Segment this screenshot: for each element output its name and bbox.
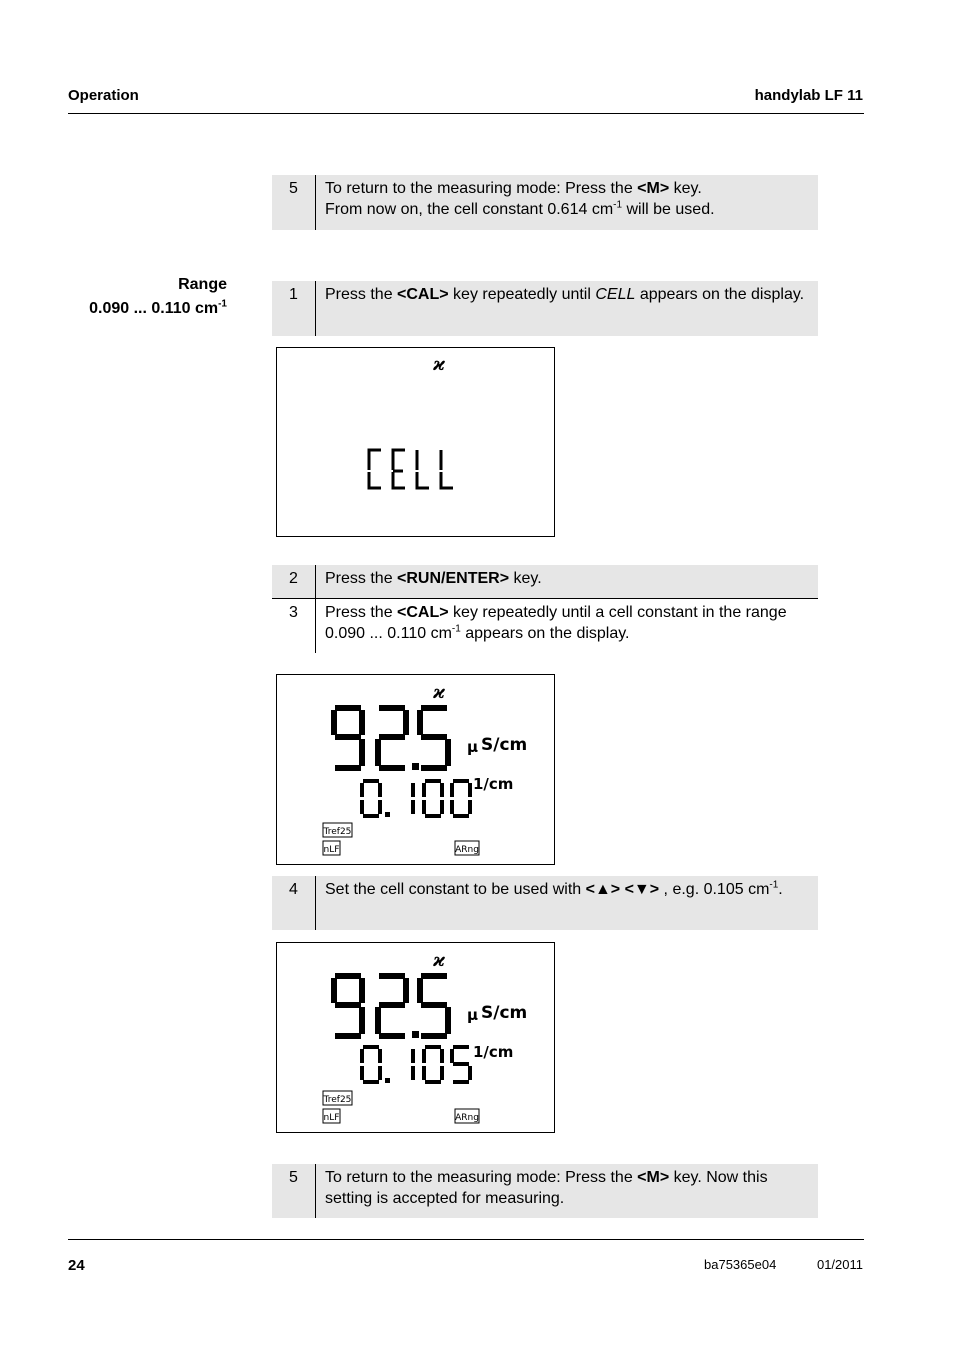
lcd-main-text (369, 450, 453, 488)
lcd-sub-digits (362, 1047, 470, 1083)
step-text: Press the <CAL> key repeatedly until a cell constant in the range 0.090 ... 0.110 $cm^{-1}$ appears on the display. (325, 604, 787, 642)
unit-label: S/cm (481, 1003, 528, 1023)
kappa-symbol: ϰ (433, 950, 445, 971)
step-text: To return to the measuring mode: Press the <M> key. From now on, the cell constant 0.614 $cm^{-1}$ will be used. (325, 180, 715, 218)
step-row-3 (272, 599, 818, 653)
document-date: 01/2011 (816, 1257, 863, 1272)
step-text: Press the <CAL> key repeatedly until CELL appears on the display. (325, 286, 805, 303)
header-product: handylab LF 11 (754, 87, 863, 104)
range-value: 0.090 ... 0.110 $cm^{-1}$ (89, 298, 227, 317)
step-number: 3 (272, 599, 316, 653)
step-text: Set the cell constant to be used with <▲> <▼> , e.g. 0.105 $cm^{-1}$. (325, 879, 783, 898)
lcd-display-0105 (276, 942, 555, 1133)
step-number: 5 (272, 175, 316, 230)
lcd-main-digits (334, 976, 448, 1038)
step-number: 1 (272, 281, 316, 336)
step-row-5 (272, 1164, 818, 1218)
lcd-main-digits (334, 708, 448, 770)
header-section: Operation (68, 87, 139, 104)
step-row-top (272, 175, 818, 230)
arrow-keys: <▲> <▼> (585, 881, 660, 898)
unit-mu: μ (467, 738, 479, 756)
arng-indicator: ARng (455, 845, 479, 855)
sub-unit-label: 1/cm (473, 775, 514, 793)
step-text: To return to the measuring mode: Press the <M> key. Now this setting is accepted for measuring. (325, 1169, 768, 1207)
page-number: 24 (68, 1257, 85, 1274)
header-rule (68, 113, 864, 114)
range-label (89, 273, 227, 321)
lcd-display-cell (276, 347, 555, 537)
tref-indicator: Tref25 (323, 827, 352, 837)
kappa-symbol: ϰ (433, 354, 445, 375)
range-title: Range (178, 276, 227, 293)
step-row-2 (272, 565, 818, 598)
kappa-symbol: ϰ (433, 682, 445, 703)
step-row-4 (272, 876, 818, 930)
document-id: ba75365e04 (704, 1257, 777, 1272)
step-number: 2 (272, 565, 316, 598)
tref-indicator: Tref25 (323, 1095, 352, 1105)
lcd-sub-digits (362, 781, 470, 817)
sub-unit-label: 1/cm (473, 1043, 514, 1061)
unit-mu: μ (467, 1006, 479, 1024)
step-number: 4 (272, 876, 316, 930)
nlf-indicator: nLF (323, 845, 340, 855)
arng-indicator: ARng (455, 1113, 479, 1123)
footer-rule (68, 1239, 864, 1240)
lcd-display-0100 (276, 674, 555, 865)
step-text: Press the <RUN/ENTER> key. (325, 570, 542, 587)
unit-label: S/cm (481, 735, 528, 755)
step-row-1 (272, 281, 818, 336)
step-number: 5 (272, 1164, 316, 1218)
nlf-indicator: nLF (323, 1113, 340, 1123)
